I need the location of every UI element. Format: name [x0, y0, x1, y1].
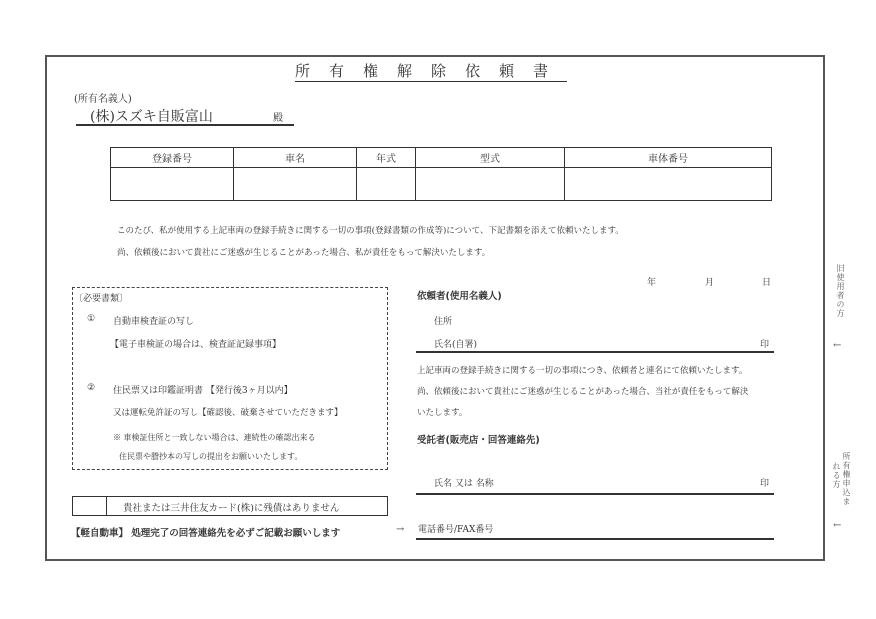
kei-notice: 【軽自動車】 処理完了の回答連絡先を必ずご記載お願いします — [71, 528, 341, 539]
required-docs-heading: 〔必要書類〕 — [74, 294, 129, 304]
statement-line-2: 尚、依頼後において貴社にご迷惑が生じることがあった場合、当社が責任をもって解決 — [417, 387, 749, 397]
date-year-label: 年 — [647, 278, 657, 288]
trustee-heading: 受託者(販売店・回答連絡先) — [417, 435, 540, 446]
owner-name-field — [76, 106, 294, 126]
owner-label: (所有名義人) — [74, 94, 132, 105]
item1-number: ① — [87, 314, 96, 324]
statement-line-3: いたします。 — [417, 408, 468, 418]
intro-line-1: このたび、私が使用する上記車両の登録手続きに関する一切の事項(登録書類の作成等)について、下記書類を添えて依頼いたします。 — [117, 226, 624, 236]
trustee-name-underline — [416, 493, 774, 495]
header-chassis-number: 車体番号 — [565, 148, 772, 168]
header-registration-number: 登録番号 — [111, 148, 234, 168]
document-title: 所有権解除依頼書 — [295, 62, 568, 80]
owner-name: (株)スズキ自販富山 — [90, 109, 213, 125]
vehicle-table — [110, 147, 772, 201]
note-line-1: ※ 車検証住所と一致しない場合は、連続性の確認出来る — [113, 433, 316, 442]
trustee-name-label[interactable]: 氏名 又は 名称 — [434, 479, 494, 489]
divider — [106, 497, 107, 515]
item2-alt: 又は運転免許証の写し【確認後、破棄させていただきます】 — [113, 408, 343, 418]
date-day-label: 日 — [762, 278, 772, 288]
item1-note: 【電子車検証の場合は、検査証記録事項】 — [110, 340, 282, 350]
registration-number-field[interactable] — [111, 168, 234, 201]
side-label-applicant-line-2: れる方 — [832, 462, 841, 489]
no-debt-checkbox[interactable] — [73, 497, 106, 515]
intro-line-2: 尚、依頼後において貴社にご迷惑が生じることがあった場合、私が責任をもって解決いたします。 — [117, 248, 491, 258]
no-debt-label: 貴社または三井住友カード(株)に残債はありません — [123, 503, 340, 514]
left-arrow-icon: ← — [833, 340, 842, 351]
item2-number: ② — [87, 383, 96, 393]
owner-honorific: 殿 — [273, 113, 283, 124]
date-month-label: 月 — [705, 278, 715, 288]
side-label-applicant-line-1: 所有権申込ま — [842, 452, 851, 506]
no-debt-row — [72, 496, 388, 516]
header-model-year: 年式 — [357, 148, 416, 168]
item1-text: 自動車検査証の写し — [113, 317, 195, 327]
requester-seal: 印 — [760, 340, 770, 350]
header-model-type: 型式 — [416, 148, 565, 168]
header-car-name: 車名 — [234, 148, 357, 168]
requester-underline — [416, 351, 774, 353]
car-name-field[interactable] — [234, 168, 357, 201]
model-year-field[interactable] — [357, 168, 416, 201]
requester-name-label[interactable]: 氏名(自署) — [434, 340, 478, 350]
trustee-seal: 印 — [760, 479, 770, 489]
trustee-phone-underline — [416, 538, 774, 540]
trustee-phone-label[interactable]: 電話番号/FAX番号 — [418, 525, 494, 535]
left-arrow-icon: ← — [833, 520, 842, 531]
side-label-former-user: 旧使用者の方 — [836, 264, 845, 318]
chassis-number-field[interactable] — [565, 168, 772, 201]
statement-line-1: 上記車両の登録手続きに関する一切の事項につき、依頼者と連名にて依頼いたします。 — [417, 366, 748, 376]
note-line-2: 住民票や謄抄本の写しの提出をお願いいたします。 — [119, 452, 303, 461]
requester-address-label[interactable]: 住所 — [434, 317, 453, 327]
model-type-field[interactable] — [416, 168, 565, 201]
item2-text: 住民票又は印鑑証明書 【発行後3ヶ月以内】 — [113, 386, 293, 396]
right-arrow-icon: → — [396, 524, 405, 535]
requester-heading: 依頼者(使用名義人) — [417, 291, 502, 302]
